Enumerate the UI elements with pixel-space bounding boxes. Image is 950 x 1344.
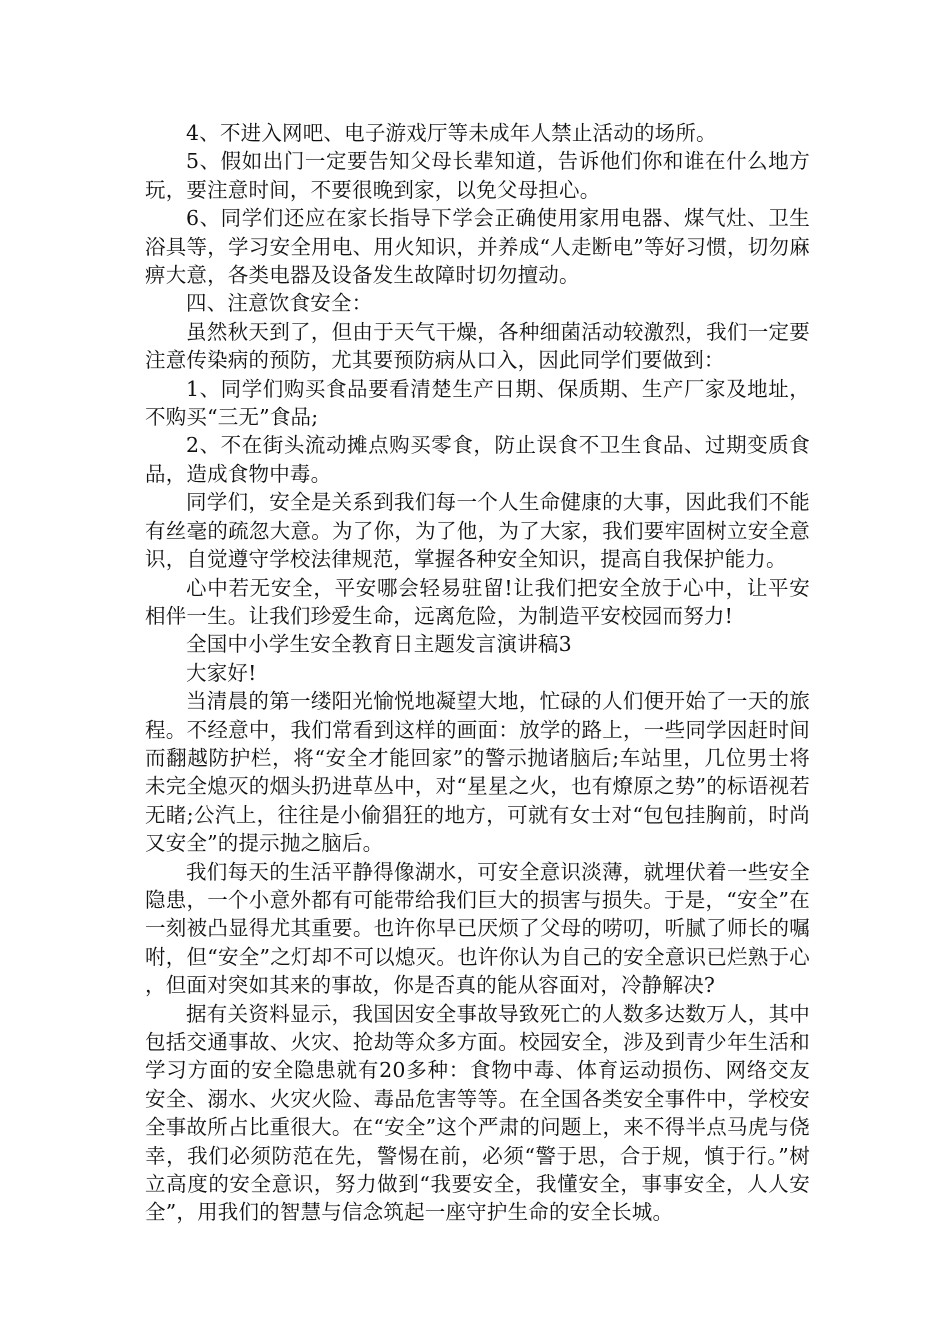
greeting: 大家好! <box>186 660 257 685</box>
document-body <box>145 119 810 1227</box>
speech-paragraph-1: 当清晨的第一缕阳光愉悦地凝望大地，忙碌的人们便开始了一天的旅程。不经意中，我们常看到这样的画面：放学的路上，一些同学因赶时间而翻越防护栏，将“安全才能回家”的警示抛诸脑后;车站里，几位男士将未完全熄灭的烟头扔进草丛中，对“星星之火，也有燎原之势”的标语视若无睹;公汽上，往往是小偷猖狂的地方，可就有女士对“包包挂胸前，时尚又安全”的提示抛之脑后。 <box>145 689 810 856</box>
rule-item-5: 5、假如出门一定要告知父母长辈知道，告诉他们你和谁在什么地方玩，要注意时间，不要很晚到家，以免父母担心。 <box>145 149 810 202</box>
food-rule-2: 2、不在街头流动摊点购买零食，防止误食不卫生食品、过期变质食品，造成食物中毒。 <box>145 433 810 486</box>
food-safety-intro: 虽然秋天到了，但由于天气干燥，各种细菌活动较激烈，我们一定要注意传染病的预防，尤其要预防病从口入，因此同学们要做到： <box>145 319 810 373</box>
speech-paragraph-2: 我们每天的生活平静得像湖水，可安全意识淡薄，就埋伏着一些安全隐患，一个小意外都有可能带给我们巨大的损害与损失。于是，“安全”在一刻被凸显得尤其重要。也许你早已厌烦了父母的唠叨，听腻了师长的嘱咐，但“安全”之灯却不可以熄灭。也许你认为自己的安全意识已烂熟于心，但面对突如其来的事故，你是否真的能从容面对，冷静解决? <box>145 859 810 998</box>
section-heading-food-safety: 四、注意饮食安全： <box>186 291 373 316</box>
speech-paragraph-3: 据有关资料显示，我国因安全事故导致死亡的人数多达数万人，其中包括交通事故、火灾、抢劫等众多方面。校园安全，涉及到青少年生活和学习方面的安全隐患就有20多种：食物中毒、体育运动损伤、网络交友安全、溺水、火灾火险、毒品危害等等。在全国各类安全事件中，学校安全事故所占比重很大。在“安全”这个严肃的问题上，来不得半点马虎与侥幸，我们必须防范在先，警惕在前，必须“警于思，合于规，慎于行。”树立高度的安全意识，努力做到“我要安全，我懂安全，事事安全，人人安全”，用我们的智慧与信念筑起一座守护生命的安全长城。 <box>145 1001 810 1225</box>
speech-title: 全国中小学生安全教育日主题发言演讲稿3 <box>186 632 572 657</box>
rule-item-4: 4、不进入网吧、电子游戏厅等未成年人禁止活动的场所。 <box>186 121 717 145</box>
rule-item-6: 6、同学们还应在家长指导下学会正确使用家用电器、煤气灶、卫生浴具等，学习安全用电、用火知识，并养成“人走断电”等好习惯，切勿麻痹大意，各类电器及设备发生故障时切勿擅动。 <box>145 206 810 288</box>
closing-paragraph: 心中若无安全，平安哪会轻易驻留!让我们把安全放于心中，让平安相伴一生。让我们珍爱生命，远离危险，为制造平安校园而努力! <box>145 575 810 628</box>
summary-paragraph: 同学们，安全是关系到我们每一个人生命健康的大事，因此我们不能有丝毫的疏忽大意。为了你，为了他，为了大家，我们要牢固树立安全意识，自觉遵守学校法律规范，掌握各种安全知识，提高自我保护能力。 <box>145 490 810 572</box>
food-rule-1: 1、同学们购买食品要看清楚生产日期、保质期、生产厂家及地址，不购买“三无”食品; <box>145 376 810 430</box>
